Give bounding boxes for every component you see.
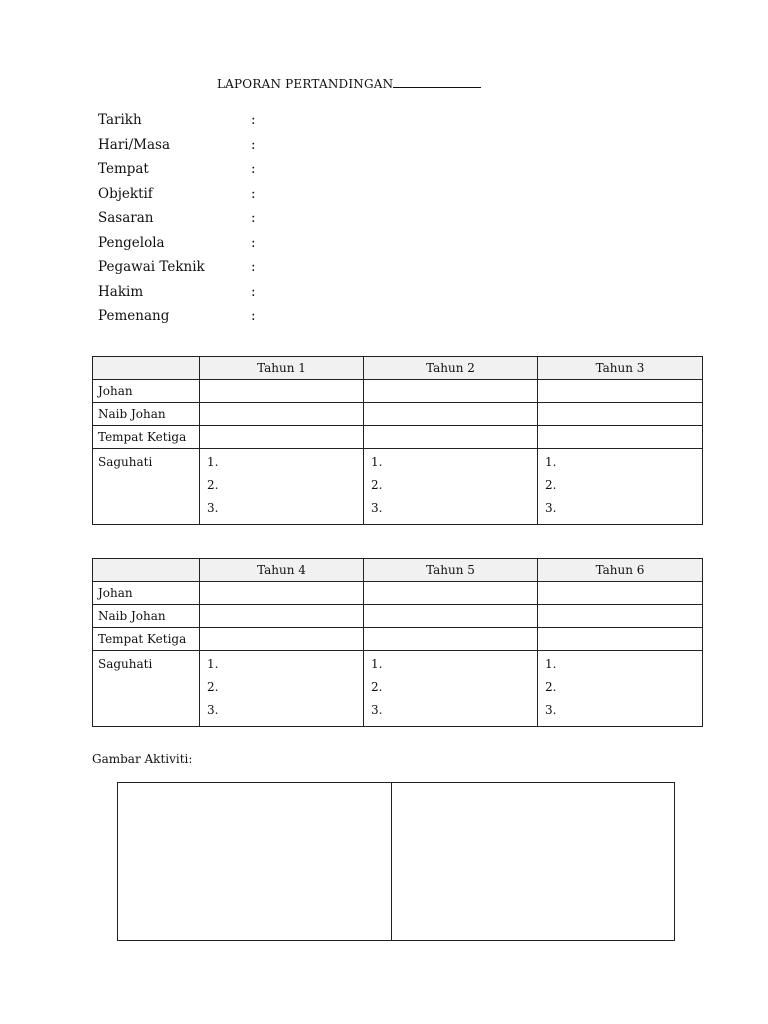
numbered-list <box>538 651 702 726</box>
list-number: 1. <box>371 657 383 671</box>
row-label-saguhati: Saguhati <box>93 449 200 525</box>
table-row <box>93 426 703 449</box>
field-label: Objektif <box>98 185 153 202</box>
table-cell[interactable] <box>200 426 364 449</box>
list-number: 2. <box>371 478 383 492</box>
row-label-tempat-ketiga: Tempat Ketiga <box>93 628 200 651</box>
table-cell[interactable] <box>364 426 538 449</box>
table-cell[interactable] <box>200 651 364 727</box>
field-colon: : <box>251 259 256 275</box>
list-number: 3. <box>545 501 557 515</box>
header-cell: Tahun 1 <box>200 357 364 380</box>
field-colon: : <box>251 161 256 177</box>
table-cell[interactable] <box>538 605 703 628</box>
header-cell: Tahun 2 <box>364 357 538 380</box>
title-blank-line[interactable] <box>393 77 481 88</box>
field-colon: : <box>251 185 256 202</box>
table-cell[interactable] <box>200 449 364 525</box>
numbered-list <box>364 449 537 524</box>
table-cell[interactable] <box>364 403 538 426</box>
activity-photo-frame <box>117 782 675 941</box>
numbered-list <box>200 449 363 524</box>
list-number: 2. <box>545 478 557 492</box>
list-number: 3. <box>207 703 219 717</box>
table-row <box>93 582 703 605</box>
field-colon: : <box>251 210 256 226</box>
header-cell-empty <box>93 559 200 582</box>
numbered-list <box>538 449 702 524</box>
table-cell[interactable] <box>538 380 703 403</box>
list-number: 3. <box>545 703 557 717</box>
table-row <box>93 605 703 628</box>
gambar-aktiviti-label: Gambar Aktiviti: <box>92 752 193 766</box>
list-number: 1. <box>545 455 557 469</box>
list-number: 3. <box>371 703 383 717</box>
table-cell[interactable] <box>364 582 538 605</box>
numbered-list <box>364 651 537 726</box>
field-label: Tarikh <box>98 112 142 128</box>
list-number: 2. <box>545 680 557 694</box>
report-title <box>217 77 481 91</box>
field-label: Pengelola <box>98 234 165 251</box>
photo-slot-left[interactable] <box>118 783 392 940</box>
table-cell[interactable] <box>538 582 703 605</box>
list-number: 1. <box>207 455 219 469</box>
field-label: Tempat <box>98 161 149 177</box>
list-number: 3. <box>207 501 219 515</box>
table-header-row <box>93 559 703 582</box>
row-label-naib-johan: Naib Johan <box>93 605 200 628</box>
list-number: 1. <box>545 657 557 671</box>
table-header-row <box>93 357 703 380</box>
results-table-2 <box>92 558 703 727</box>
field-label: Sasaran <box>98 210 154 226</box>
table-cell[interactable] <box>364 651 538 727</box>
table-cell[interactable] <box>364 628 538 651</box>
table-cell[interactable] <box>364 380 538 403</box>
row-label-saguhati: Saguhati <box>93 651 200 727</box>
field-colon: : <box>251 136 256 153</box>
table-cell[interactable] <box>200 380 364 403</box>
field-label: Hari/Masa <box>98 136 170 153</box>
list-number: 2. <box>371 680 383 694</box>
table-cell[interactable] <box>200 582 364 605</box>
table-cell[interactable] <box>200 403 364 426</box>
header-cell: Tahun 6 <box>538 559 703 582</box>
table-cell[interactable] <box>538 449 703 525</box>
table-cell[interactable] <box>200 628 364 651</box>
list-number: 3. <box>371 501 383 515</box>
header-cell-empty <box>93 357 200 380</box>
field-colon: : <box>251 234 256 251</box>
row-label-johan: Johan <box>93 582 200 605</box>
list-number: 1. <box>207 657 219 671</box>
table-cell[interactable] <box>538 403 703 426</box>
row-label-tempat-ketiga: Tempat Ketiga <box>93 426 200 449</box>
table-cell[interactable] <box>538 426 703 449</box>
numbered-list <box>200 651 363 726</box>
table-cell[interactable] <box>364 449 538 525</box>
table-row-saguhati <box>93 651 703 727</box>
row-label-naib-johan: Naib Johan <box>93 403 200 426</box>
table-cell[interactable] <box>538 628 703 651</box>
report-title-text: LAPORAN PERTANDINGAN <box>217 77 394 91</box>
field-colon: : <box>251 112 256 128</box>
field-label: Pemenang <box>98 308 170 324</box>
results-table-1 <box>92 356 703 525</box>
table-cell[interactable] <box>538 651 703 727</box>
field-colon: : <box>251 308 256 324</box>
table-row <box>93 380 703 403</box>
table-row <box>93 628 703 651</box>
table-row-saguhati <box>93 449 703 525</box>
header-cell: Tahun 3 <box>538 357 703 380</box>
row-label-johan: Johan <box>93 380 200 403</box>
field-colon: : <box>251 283 256 300</box>
list-number: 2. <box>207 680 219 694</box>
header-cell: Tahun 4 <box>200 559 364 582</box>
list-number: 2. <box>207 478 219 492</box>
header-cell: Tahun 5 <box>364 559 538 582</box>
list-number: 1. <box>371 455 383 469</box>
field-label: Hakim <box>98 283 144 300</box>
table-cell[interactable] <box>364 605 538 628</box>
field-label: Pegawai Teknik <box>98 259 205 275</box>
table-row <box>93 403 703 426</box>
table-cell[interactable] <box>200 605 364 628</box>
photo-slot-right[interactable] <box>392 783 674 940</box>
